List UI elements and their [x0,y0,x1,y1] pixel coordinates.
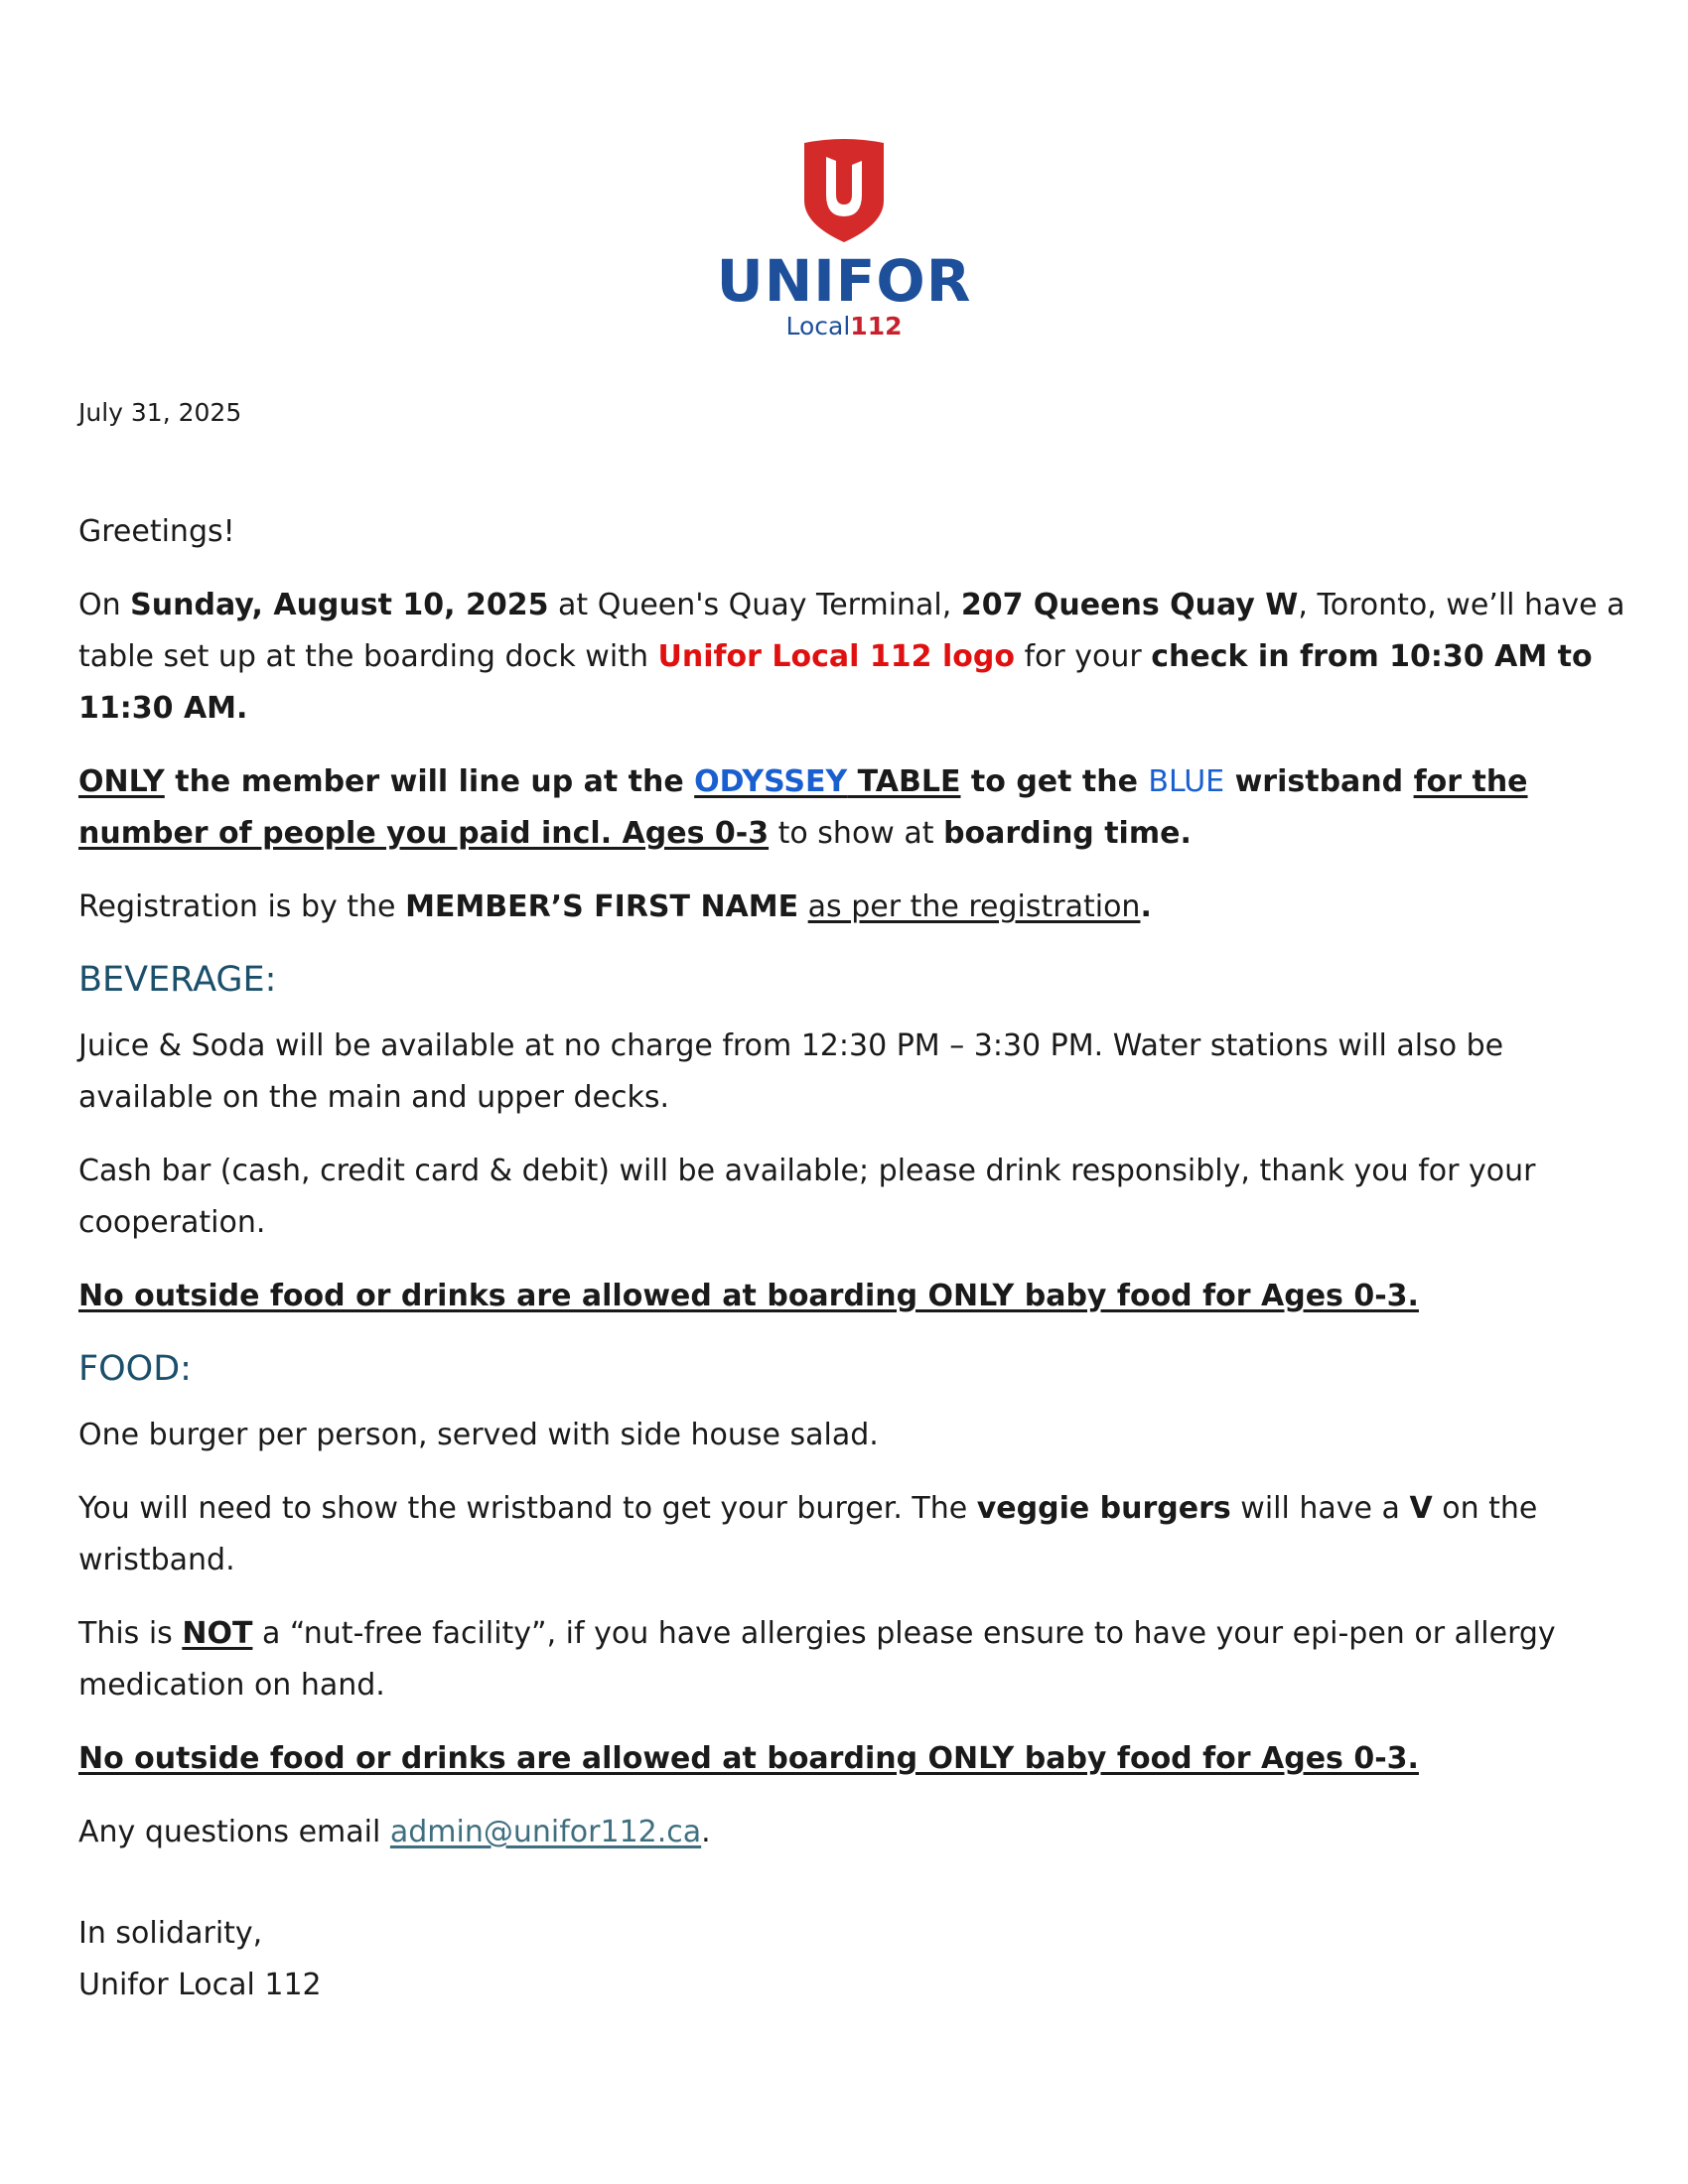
beverage-heading: BEVERAGE: [78,960,277,1000]
questions-text: . [701,1815,711,1849]
checkin-time: check in from 10:30 AM to 11:30 AM. [78,639,1593,726]
intro-text: at Queen's Quay Terminal, [548,588,961,622]
closing-salutation: In solidarity, [78,1916,263,1951]
letter-date: July 31, 2025 [78,398,242,427]
registration-note: as per the registration [807,889,1141,924]
not-emphasis: NOT [182,1616,253,1651]
unifor-shield-icon [798,139,890,244]
logo-local-label [715,314,973,339]
closing-signature: Unifor Local 112 [78,1968,322,2002]
blue-wristband-label: BLUE [1148,764,1225,799]
veggie-mark: V [1409,1491,1433,1526]
food-notice-text: No outside food or drinks are allowed at boarding ONLY baby food for Ages 0-3. [78,1741,1419,1776]
closing [78,1908,1627,2011]
event-address: 207 Queens Quay W [960,588,1299,622]
email-link[interactable]: admin@unifor112.ca [389,1815,702,1849]
event-date: Sunday, August 10, 2025 [130,588,549,622]
beverage-notice-text: No outside food or drinks are allowed at boarding ONLY baby food for Ages 0-3. [78,1279,1419,1313]
intro-text: for your [1014,639,1152,674]
intro-text: , Toronto, we’ll have a table set up at the boarding dock with [78,588,1625,674]
lineup-paragraph [78,756,1627,860]
food-text: a “nut-free facility”, if you have allergies please ensure to have your epi-pen or allergy medication on hand. [78,1616,1556,1703]
food-heading: FOOD: [78,1349,192,1389]
beverage-notice [78,1271,1627,1322]
lineup-text: to show at [769,816,944,851]
table-label: TABLE [847,764,961,799]
unifor-logo [715,139,973,357]
registration-paragraph [78,882,1627,933]
food-text: You will need to show the wristband to get your burger. The [78,1491,977,1526]
beverage-paragraph-1: Juice & Soda will be available at no charge from 12:30 PM – 3:30 PM. Water stations will also be available on the main and upper decks. [78,1028,1504,1115]
veggie-burgers: veggie burgers [976,1491,1231,1526]
only-emphasis: ONLY [78,764,165,799]
food-paragraph-2 [78,1483,1627,1586]
logo-wordmark: UNIFOR [716,247,972,315]
boarding-time: boarding time. [943,816,1192,851]
registration-text [798,889,808,924]
lineup-text: to get the [960,764,1149,799]
lineup-text: the member will line up at the [164,764,695,799]
food-text: on the wristband. [78,1491,1538,1577]
intro-paragraph [78,580,1627,735]
logo-local-number: 112 [850,312,903,341]
lineup-text: wristband [1224,764,1414,799]
questions-paragraph [78,1807,1627,1858]
member-first-name: MEMBER’S FIRST NAME [405,889,799,924]
food-paragraph-3 [78,1608,1627,1711]
registration-text: Registration is by the [78,889,406,924]
food-text: This is [78,1616,183,1651]
people-paid-note: for the number of people you paid incl. Ages 0-3 [78,764,1528,851]
food-paragraph-1: One burger per person, served with side house salad. [78,1418,879,1452]
letter-body [78,393,1627,2011]
intro-text: On [78,588,131,622]
questions-text: Any questions email [78,1815,390,1849]
greeting: Greetings! [78,514,235,549]
logo-highlight: Unifor Local 112 logo [657,639,1015,674]
logo-local-word: Local [785,312,851,341]
food-notice [78,1733,1627,1785]
odyssey-label: ODYSSEY [694,764,848,799]
food-text: will have a [1230,1491,1410,1526]
registration-period: . [1140,889,1152,924]
beverage-paragraph-2: Cash bar (cash, credit card & debit) will be available; please drink responsibly, thank you for your cooperation. [78,1154,1536,1240]
